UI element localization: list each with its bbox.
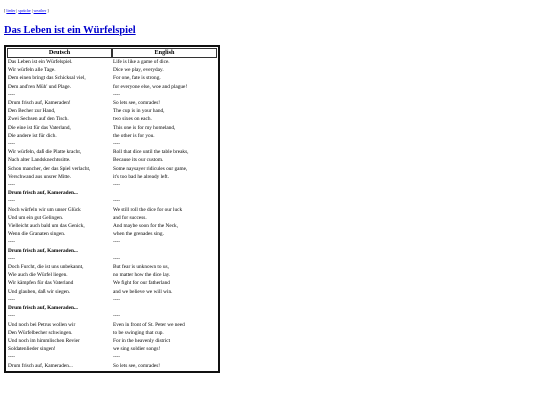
cell-deutsch: Doch Furcht, die ist uns unbekannt, xyxy=(8,264,84,271)
table-row xyxy=(7,230,217,238)
table-row xyxy=(7,279,217,287)
cell-deutsch: Die andere ist für dich. xyxy=(8,132,57,139)
nav-link-weather[interactable]: weather xyxy=(33,8,47,13)
cell-english: ---- xyxy=(113,182,121,189)
cell-english xyxy=(112,247,217,255)
page-title: Das Leben ist ein Würfelspiel xyxy=(4,25,136,36)
lyrics-table-frame xyxy=(4,45,220,373)
cell-deutsch: Drum frisch auf, Kameraden... xyxy=(8,190,78,197)
table-header-row xyxy=(7,48,217,58)
cell-english: Roll that dice until the table breaks, xyxy=(113,149,189,156)
lyrics-table-body xyxy=(7,58,217,370)
cell-english: ---- xyxy=(113,354,121,361)
table-row xyxy=(7,124,217,132)
cell-deutsch: ---- xyxy=(8,239,16,246)
cell-deutsch: Wir würfeln, daß die Platte kracht, xyxy=(8,149,82,156)
table-row xyxy=(7,181,217,189)
nav-bracket-open: [ xyxy=(4,8,6,13)
cell-deutsch: ---- xyxy=(8,141,16,148)
cell-deutsch: Und um ein gut Gelingen. xyxy=(8,214,64,221)
cell-english: two sixes on each. xyxy=(113,116,152,123)
cell-english: it's too bad he already left. xyxy=(113,173,169,180)
cell-english: Even in front of St. Peter we need xyxy=(113,321,185,328)
cell-english: the other is for you. xyxy=(113,132,155,139)
table-row xyxy=(7,99,217,107)
table-row xyxy=(7,255,217,263)
cell-english: Because its our custom. xyxy=(113,157,164,164)
cell-deutsch: Die eine ist für das Vaterland, xyxy=(8,124,71,131)
table-row xyxy=(7,345,217,353)
cell-deutsch: Nach alter Landsknechtssitte. xyxy=(8,157,71,164)
cell-deutsch: Verschwand aus unsrer Mitte. xyxy=(8,173,71,180)
cell-deutsch: Dem einen bringt das Schicksal viel, xyxy=(8,75,86,82)
table-row xyxy=(7,197,217,205)
cell-english: and we believe we will win. xyxy=(113,288,173,295)
cell-english: ---- xyxy=(113,313,121,320)
cell-english: and for success. xyxy=(113,214,147,221)
column-header-deutsch: Deutsch xyxy=(7,48,112,58)
cell-english: So lets see, comrades! xyxy=(113,100,161,107)
table-row xyxy=(7,107,217,115)
table-row xyxy=(7,222,217,230)
nav-link-lieder[interactable]: lieder xyxy=(6,8,16,13)
cell-english: We fight for our fatherland xyxy=(113,280,170,287)
cell-english: ---- xyxy=(113,198,121,205)
cell-english: we sing soldier songs! xyxy=(113,346,161,353)
cell-deutsch: ---- xyxy=(8,198,16,205)
cell-english: This one is for my homeland, xyxy=(113,124,176,131)
table-row xyxy=(7,74,217,82)
table-row xyxy=(7,83,217,91)
cell-deutsch: Schon mancher, der das Spiel verlacht, xyxy=(8,165,91,172)
cell-deutsch: Wenn die Granaten singen. xyxy=(8,231,66,238)
cell-english: For one, fate is strong. xyxy=(113,75,161,82)
nav-separator: | xyxy=(31,8,33,13)
table-row xyxy=(7,173,217,181)
table-row xyxy=(7,304,217,312)
cell-english: for everyone else, woe and plague! xyxy=(113,83,188,90)
cell-english: We still roll the dice for our luck xyxy=(113,206,183,213)
cell-deutsch: ---- xyxy=(8,296,16,303)
cell-english: to be swinging that cup. xyxy=(113,329,164,336)
table-row xyxy=(7,214,217,222)
table-row xyxy=(7,288,217,296)
cell-deutsch: ---- xyxy=(8,255,16,262)
table-row xyxy=(7,165,217,173)
cell-deutsch: Drum frisch auf, Kameraden... xyxy=(8,362,73,369)
cell-english: ---- xyxy=(113,141,121,148)
nav-separator: | xyxy=(16,8,18,13)
cell-deutsch: ---- xyxy=(8,182,16,189)
table-row xyxy=(7,321,217,329)
cell-english xyxy=(112,304,217,312)
cell-deutsch: Den Becher zur Hand, xyxy=(8,108,56,115)
table-row xyxy=(7,156,217,164)
cell-deutsch: Wir würfeln alle Tage. xyxy=(8,67,56,74)
cell-english: ---- xyxy=(113,239,121,246)
cell-english: ---- xyxy=(113,296,121,303)
table-row xyxy=(7,238,217,246)
cell-deutsch: Und noch bei Petrus wollen wir xyxy=(8,321,76,328)
nav-link-sprueche[interactable]: sprüche xyxy=(18,8,31,13)
cell-deutsch: Wie auch die Würfel liegen. xyxy=(8,272,68,279)
table-row xyxy=(7,329,217,337)
table-row xyxy=(7,148,217,156)
cell-deutsch: Und glauben, daß wir siegen. xyxy=(8,288,71,295)
cell-deutsch: Drum frisch auf, Kameraden! xyxy=(8,100,71,107)
table-row xyxy=(7,312,217,320)
cell-english: Dice we play, everyday. xyxy=(113,67,164,74)
cell-english: no matter how the dice lay. xyxy=(113,272,171,279)
cell-deutsch: ---- xyxy=(8,354,16,361)
table-row xyxy=(7,337,217,345)
table-row xyxy=(7,58,217,66)
cell-deutsch: Zwei Sechsen auf den Tisch. xyxy=(8,116,69,123)
cell-deutsch: Noch würfeln wir um unser Glück xyxy=(8,206,81,213)
cell-deutsch: Und noch im himmlischen Revier xyxy=(8,337,80,344)
table-row xyxy=(7,189,217,197)
table-row xyxy=(7,296,217,304)
table-row xyxy=(7,271,217,279)
cell-english: The cup is in your hand, xyxy=(113,108,165,115)
cell-deutsch: Drum frisch auf, Kameraden... xyxy=(8,305,78,312)
cell-deutsch: ---- xyxy=(8,313,16,320)
cell-deutsch: Dem and'ren Müh' und Plage. xyxy=(8,83,71,90)
cell-deutsch: Wir kämpfen für das Vaterland xyxy=(8,280,74,287)
cell-english: But fear is unknown to us, xyxy=(113,264,169,271)
table-row xyxy=(7,263,217,271)
cell-english: For in the heavenly district xyxy=(113,337,171,344)
cell-english: So lets see, comrades! xyxy=(113,362,161,369)
table-row xyxy=(7,353,217,361)
cell-deutsch: Vielleicht auch bald um das Genick, xyxy=(8,223,85,230)
nav-bracket-close: ] xyxy=(47,8,49,13)
table-row xyxy=(7,132,217,140)
lyrics-table xyxy=(7,48,217,370)
table-row xyxy=(7,140,217,148)
cell-english: ---- xyxy=(113,255,121,262)
cell-english: And maybe soon for the Neck, xyxy=(113,223,179,230)
table-row xyxy=(7,247,217,255)
cell-english: Life is like a game of dice. xyxy=(113,59,170,65)
cell-deutsch: Das Leben ist ein Würfelspiel. xyxy=(8,59,73,65)
table-row xyxy=(7,91,217,99)
cell-english: when the grenades sing. xyxy=(113,231,164,238)
top-nav xyxy=(4,8,49,13)
cell-deutsch: ---- xyxy=(8,91,16,98)
cell-english: ---- xyxy=(113,91,121,98)
cell-english xyxy=(112,189,217,197)
cell-english: Some naysayer ridicules our game, xyxy=(113,165,188,172)
cell-deutsch: Den Würfelbecher schwingen. xyxy=(8,329,73,336)
table-row xyxy=(7,66,217,74)
table-row xyxy=(7,206,217,214)
column-header-english: English xyxy=(112,48,217,58)
table-row xyxy=(7,362,217,370)
cell-deutsch: Soldatenlieder singen! xyxy=(8,346,56,353)
cell-deutsch: Drum frisch auf, Kameraden... xyxy=(8,247,78,254)
table-row xyxy=(7,115,217,123)
